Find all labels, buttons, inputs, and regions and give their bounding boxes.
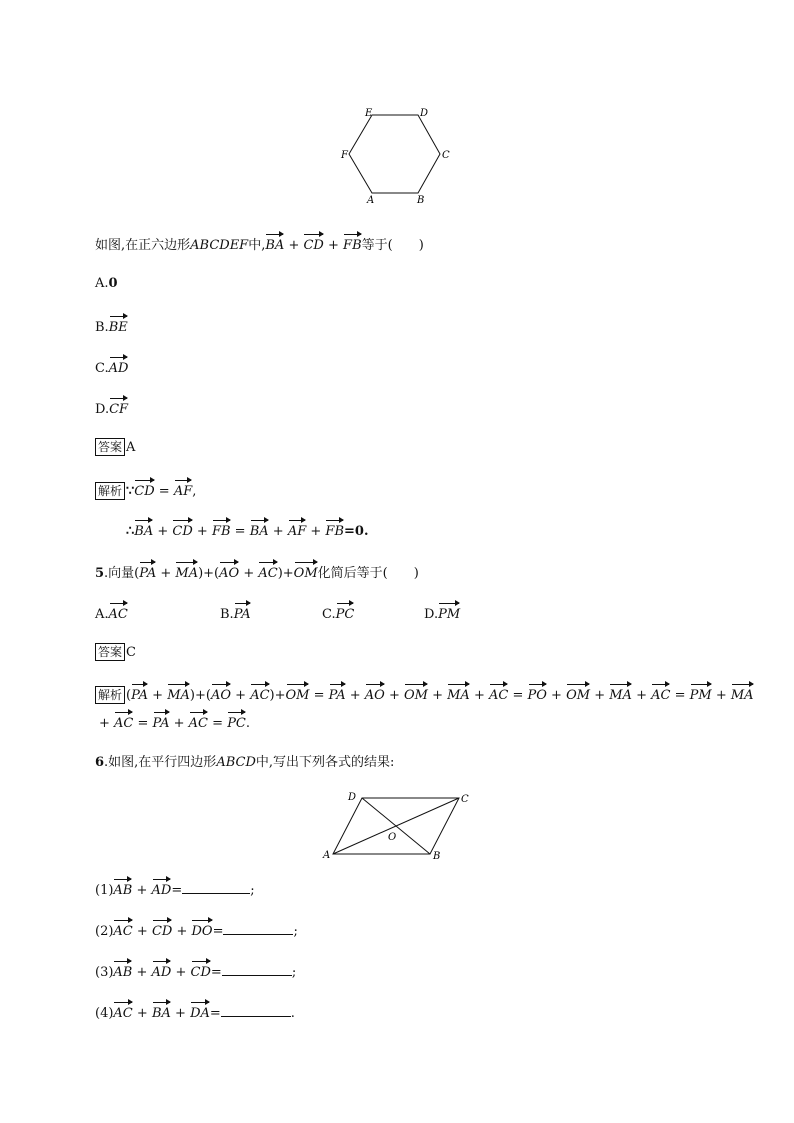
label-D: D (420, 108, 429, 119)
parallelogram-figure (318, 788, 478, 864)
analysis-tag: 解析 (95, 482, 125, 500)
q5-option-b: B.PA (220, 602, 251, 625)
label-B: B (433, 851, 441, 862)
q6-item-2: (2)AC + CD + DO= ; (95, 919, 298, 942)
q6-stem: 6.如图,在平行四边形ABCD中,写出下列各式的结果: (95, 755, 395, 770)
q4-answer: 答案 A (95, 438, 135, 458)
q4-option-d: D.CF (95, 397, 128, 420)
answer-blank[interactable] (222, 961, 292, 976)
q4-option-a: A.0 (95, 276, 118, 291)
q5-answer: 答案 C (95, 643, 136, 663)
vector-BA: BA (265, 233, 284, 256)
label-C: C (461, 794, 469, 805)
q4-option-b: B.BE (95, 315, 128, 338)
label-A: A (367, 195, 375, 206)
q4-analysis: 解析 ∵CD = AF, (95, 479, 196, 502)
label-O: O (388, 832, 397, 843)
q5-analysis: 解析 (PA + MA)+(AO + AC)+OM = PA + AO + OM + MA + AC = PO + OM + MA + AC = PM + MA (95, 683, 754, 706)
hexagon-figure (336, 100, 456, 210)
q4-stem: 如图,在正六边形ABCDEF中,BA + CD + FB等于( ) (95, 233, 424, 256)
q5-stem: 5.向量(PA + MA)+(AO + AC)+OM化简后等于( ) (95, 561, 419, 584)
q6-item-4: (4)AC + BA + DA= . (95, 1001, 295, 1024)
q6-item-3: (3)AB + AD + CD= ; (95, 960, 296, 983)
q4-option-c: C.AD (95, 356, 128, 379)
label-E: E (365, 108, 373, 119)
q6-item-1: (1)AB + AD= ; (95, 878, 255, 901)
vector-CD: CD (303, 233, 323, 256)
q5-option-c: C.PC (322, 602, 354, 625)
answer-tag: 答案 (95, 643, 125, 661)
label-C: C (442, 150, 450, 161)
answer-tag: 答案 (95, 438, 125, 456)
hexagon-shape (349, 115, 440, 193)
vector-FB: FB (343, 233, 362, 256)
analysis-tag: 解析 (95, 686, 125, 704)
label-B: B (417, 195, 425, 206)
q5-analysis-line2: + AC = PA + AC = PC. (99, 711, 250, 734)
label-A: A (323, 850, 331, 861)
q4-analysis-line2: ∴BA + CD + FB = BA + AF + FB=0. (126, 519, 368, 542)
label-F: F (341, 150, 348, 161)
q5-option-a: A.AC (95, 602, 128, 625)
answer-blank[interactable] (221, 1002, 291, 1017)
answer-blank[interactable] (182, 879, 250, 894)
q5-option-d: D.PM (424, 602, 460, 625)
label-D: D (348, 792, 357, 803)
diagonal-BD (362, 798, 430, 854)
answer-blank[interactable] (223, 920, 293, 935)
